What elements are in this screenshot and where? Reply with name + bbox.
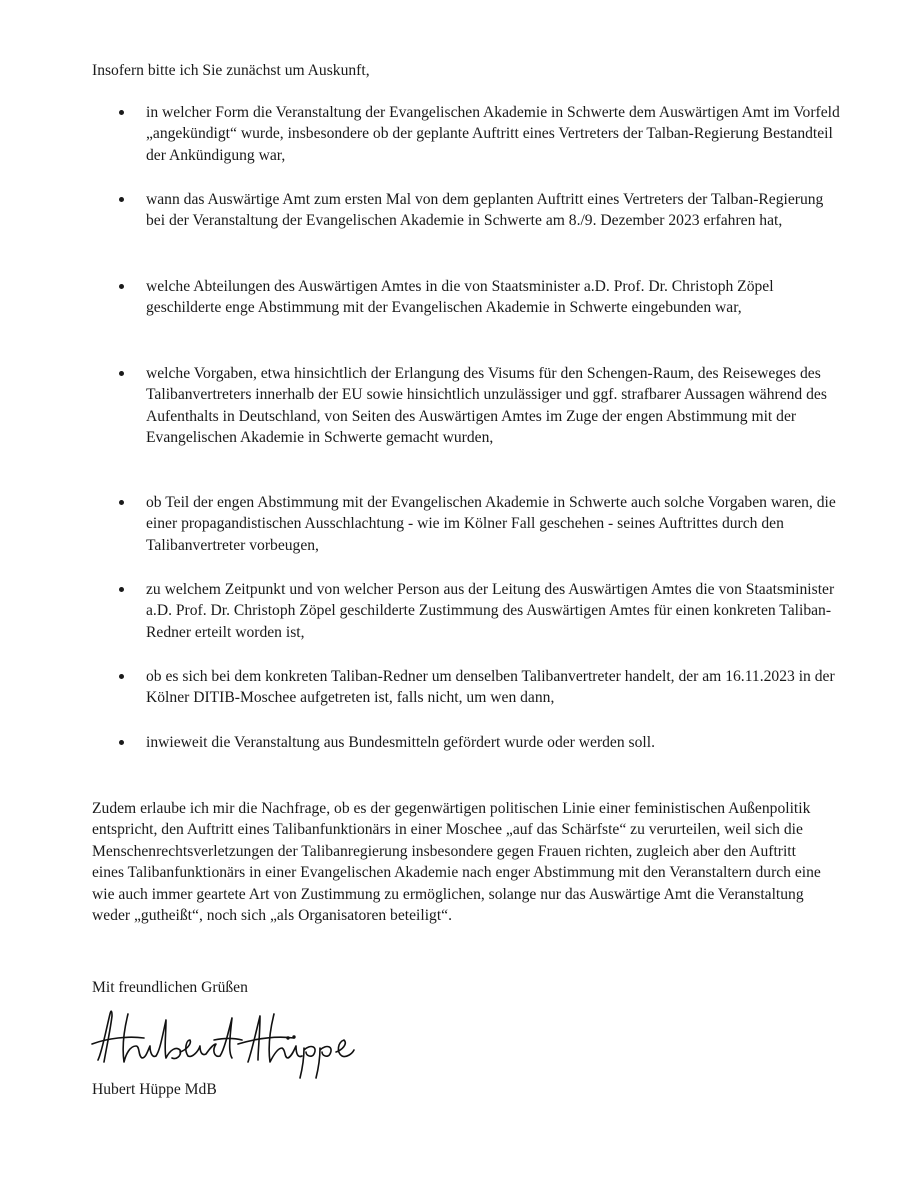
bullet-icon [119, 371, 124, 376]
intro-line: Insofern bitte ich Sie zunächst um Auskunft, [92, 62, 370, 79]
list-item-text: wann das Auswärtige Amt zum ersten Mal von dem geplanten Auftritt eines Vertreters der Talban-Regierung bei der Veranstaltung der Evangelischen Akademie in Schwerte am 8./9. Dezember 2023 erfahren hat, [146, 191, 824, 230]
list-item-text: welche Abteilungen des Auswärtigen Amtes in die von Staatsminister a.D. Prof. Dr. Christoph Zöpel geschilderte enge Abstimmung mit der Evangelischen Akademie in Schwerte eingebunden war, [146, 278, 774, 317]
closing-paragraph: Zudem erlaube ich mir die Nachfrage, ob es der gegenwärtigen politischen Linie einer feministischen Außenpolitik entspricht, den Auftritt eines Talibanfunktionärs in einer Moschee „auf das Schärfste“ zu verurteilen, weil sich die Menschenrechtsverletzungen der Talibanregierung insbesondere gegen Frauen richten, zugleich aber den Auftritt eines Talibanfunktionärs in einer Evangelischen Akademie nach enger Abstimmung mit den Veranstaltern durch eine wie auch immer geartete Art von Zustimmung zu ermöglichen, solange nur das Auswärtige Amt die Veranstaltung weder „gutheißt“, noch sich „als Organisatoren beteiligt“. [92, 800, 821, 925]
list-item-text: welche Vorgaben, etwa hinsichtlich der Erlangung des Visums für den Schengen-Raum, des Reiseweges des Talibanvertreters innerhalb der EU sowie hinsichtlich unzulässiger und ggf. strafbarer Aussagen während des Aufenthalts in Deutschland, von Seiten des Auswärtigen Amtes im Zuge der engen Abstimmung mit der Evangelischen Akademie in Schwerte gemacht wurden, [146, 365, 827, 447]
bullet-icon [119, 110, 124, 115]
list-item-text: ob es sich bei dem konkreten Taliban-Redner um denselben Talibanvertreter handelt, der am 16.11.2023 in der Kölner DITIB-Moschee aufgetreten ist, falls nicht, um wen dann, [146, 668, 835, 707]
list-item-text: inwieweit die Veranstaltung aus Bundesmitteln gefördert wurde oder werden soll. [146, 734, 655, 751]
signer-name: Hubert Hüppe MdB [92, 1081, 217, 1098]
bullet-icon [119, 740, 124, 745]
bullet-icon [119, 587, 124, 592]
handwritten-signature [88, 1000, 358, 1080]
list-item-text: in welcher Form die Veranstaltung der Evangelischen Akademie in Schwerte dem Auswärtigen Amt im Vorfeld „angekündigt“ wurde, insbesondere ob der geplante Auftritt eines Vertreters der Talban-Regierung Bestandteil der Ankündigung war, [146, 104, 840, 164]
bullet-icon [119, 197, 124, 202]
bullet-icon [119, 674, 124, 679]
greeting: Mit freundlichen Grüßen [92, 979, 248, 996]
bullet-icon [119, 500, 124, 505]
list-item-text: ob Teil der engen Abstimmung mit der Evangelischen Akademie in Schwerte auch solche Vorgaben waren, die einer propagandistischen Ausschlachtung - wie im Kölner Fall geschehen - seines Auftrittes durch den Talibanvertreter vorbeugen, [146, 494, 836, 554]
bullet-icon [119, 284, 124, 289]
list-item-text: zu welchem Zeitpunkt und von welcher Person aus der Leitung des Auswärtigen Amtes die von Staatsminister a.D. Prof. Dr. Christoph Zöpel geschilderte Zustimmung des Auswärtigen Amtes für einen konkreten Taliban-Redner erteilt worden ist, [146, 581, 835, 641]
